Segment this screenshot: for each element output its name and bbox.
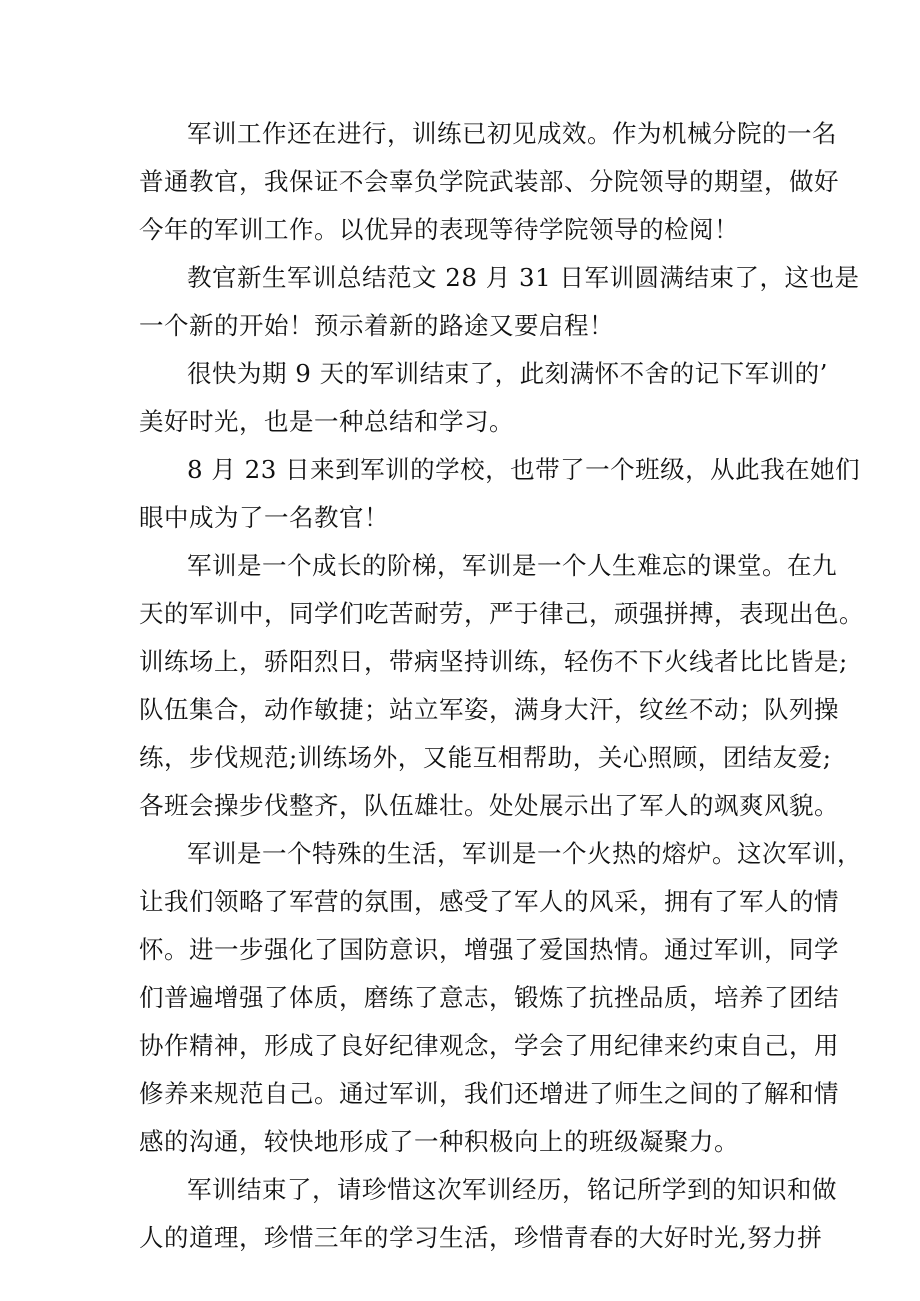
text-line: 眼中成为了一名教官！ (139, 503, 389, 532)
text-line: 感的沟通，较快地形成了一种积极向上的班级凝聚力。 (139, 1127, 739, 1156)
paragraph-1 (139, 110, 839, 254)
text-line: 怀。进一步强化了国防意识，增强了爱国热情。通过军训，同学 (139, 935, 839, 964)
text-line: 8 月 23 日来到军训的学校，也带了一个班级，从此我在她们 (187, 455, 861, 484)
text-line: 协作精神，形成了良好纪律观念，学会了用纪律来约束自己，用 (139, 1031, 839, 1060)
text-line: 训练场上，骄阳烈日，带病坚持训练，轻伤不下火线者比比皆是; (139, 647, 848, 676)
paragraph-4 (139, 446, 861, 542)
paragraph-7 (139, 1166, 837, 1262)
paragraph-6 (139, 830, 862, 1166)
text-line: 让我们领略了军营的氛围，感受了军人的风采，拥有了军人的情 (139, 887, 839, 916)
text-line: 军训是一个特殊的生活，军训是一个火热的熔炉。这次军训， (187, 839, 862, 868)
text-line: 今年的军训工作。以优异的表现等待学院领导的检阅！ (139, 215, 739, 244)
text-line: 军训是一个成长的阶梯，军训是一个人生难忘的课堂。在九 (187, 551, 837, 580)
text-line: 美好时光，也是一种总结和学习。 (139, 407, 514, 436)
paragraph-2 (139, 254, 860, 350)
text-line: 一个新的开始！预示着新的路途又要启程！ (139, 311, 614, 340)
text-line: 很快为期 9 天的军训结束了，此刻满怀不舍的记下军训的’ (187, 359, 828, 388)
text-line: 军训工作还在进行，训练已初见成效。作为机械分院的一名 (187, 119, 837, 148)
text-line: 军训结束了，请珍惜这次军训经历，铭记所学到的知识和做 (187, 1175, 837, 1204)
text-line: 们普遍增强了体质，磨练了意志，锻炼了抗挫品质，培养了团结 (139, 983, 839, 1012)
text-line: 练，步伐规范;训练场外，又能互相帮助，关心照顾，团结友爱; (139, 743, 832, 772)
text-line: 人的道理，珍惜三年的学习生活，珍惜青春的大好时光,努力拼 (139, 1223, 823, 1252)
text-line: 教官新生军训总结范文 28 月 31 日军训圆满结束了，这也是 (187, 263, 860, 292)
text-line: 天的军训中，同学们吃苦耐劳，严于律己，顽强拼搏，表现出色。 (139, 599, 864, 628)
text-line: 普通教官，我保证不会辜负学院武装部、分院领导的期望，做好 (139, 167, 839, 196)
paragraph-3 (139, 350, 828, 446)
text-line: 修养来规范自己。通过军训，我们还增进了师生之间的了解和情 (139, 1079, 839, 1108)
text-line: 队伍集合，动作敏捷；站立军姿，满身大汗，纹丝不动；队列操 (139, 695, 839, 724)
document-body (139, 110, 864, 1262)
paragraph-5 (139, 542, 864, 830)
text-line: 各班会操步伐整齐，队伍雄壮。处处展示出了军人的飒爽风貌。 (139, 791, 839, 820)
